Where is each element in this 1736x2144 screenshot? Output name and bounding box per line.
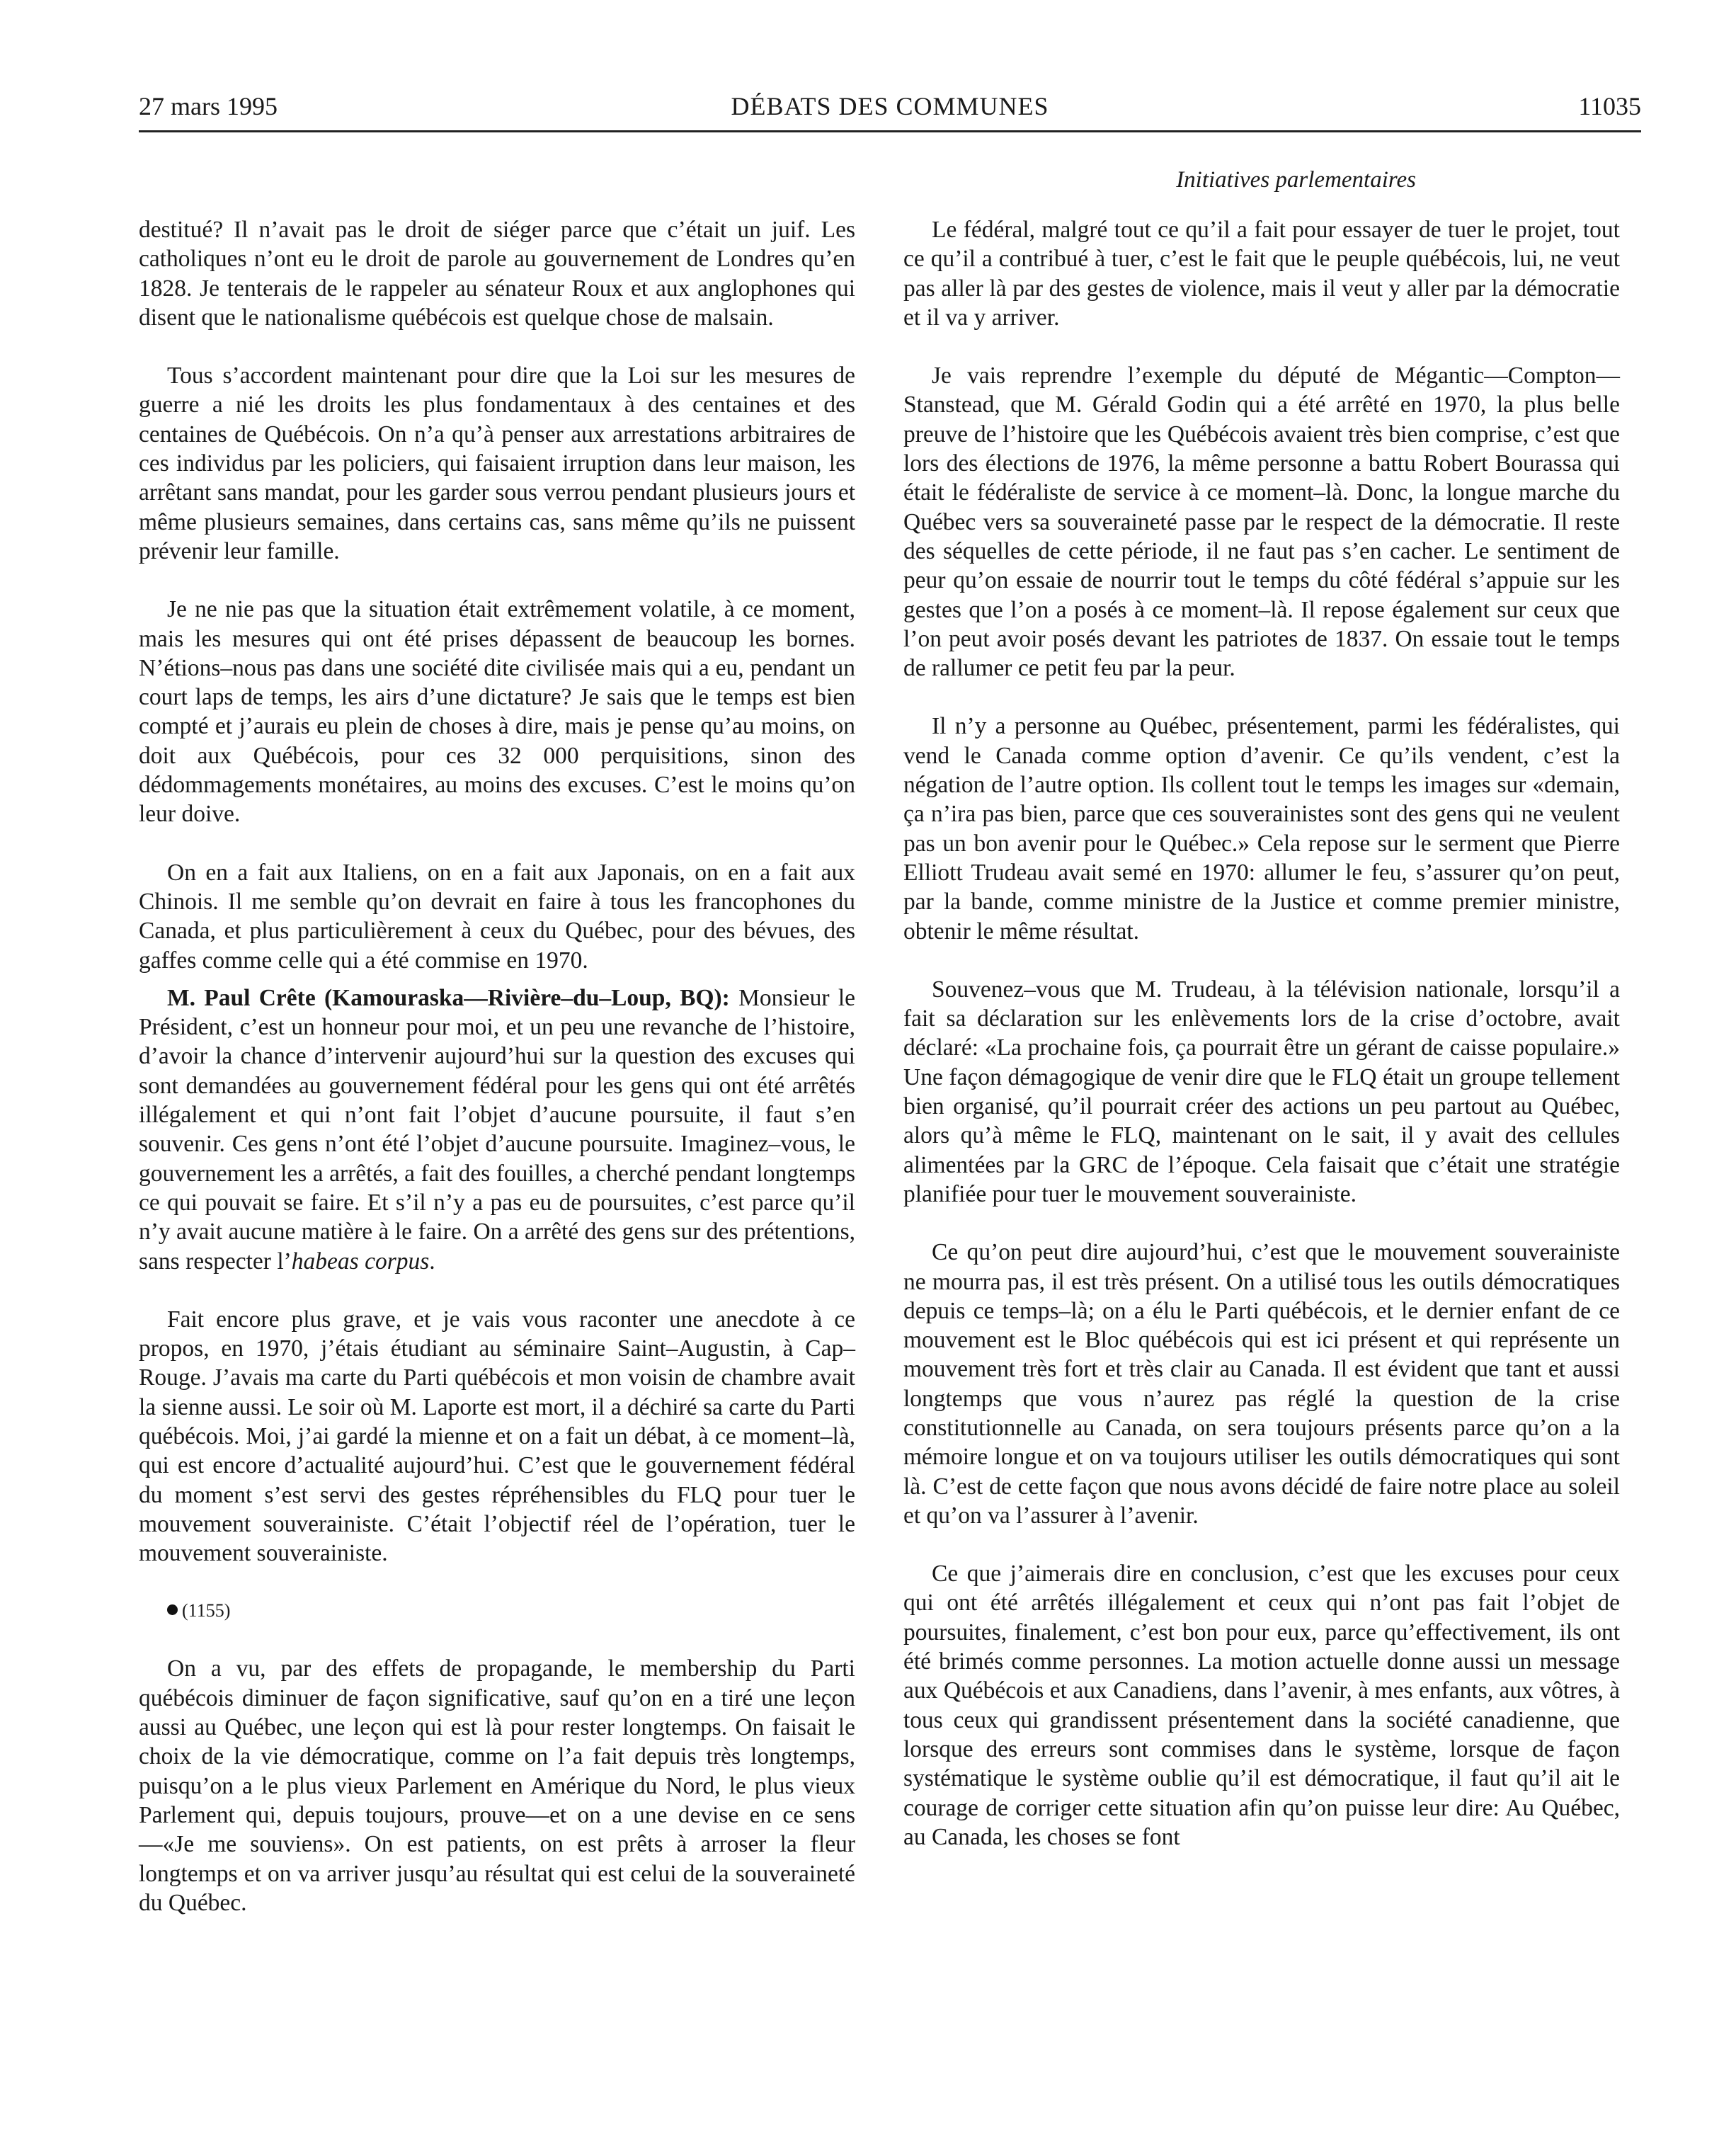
publication-title: DÉBATS DES COMMUNES — [731, 92, 1049, 120]
paragraph: On en a fait aux Italiens, on en a fait aux Japonais, on en a fait aux Chinois. Il me semble qu’on devrait en faire à tous les francophones du Canada, et plus particulièrement à ceux du Québec, pour des bévues, des gaffes comme celle qui a été commise en 1970. — [139, 859, 855, 974]
right-column — [903, 215, 1620, 1881]
running-head — [139, 85, 1641, 127]
timestamp — [139, 1597, 855, 1625]
paragraph: Il n’y a personne au Québec, présentement, parmi les fédéralistes, qui vend le Canada comme option d’avenir. Ce qu’ils vendent, c’est la négation de l’autre option. Ils collent tout le temps les images sur «demain, ça n’ira pas bien, parce que ces souverainistes sont des gens qui ne veulent pas un bon avenir pour le Québec.» Cela repose sur le serment que Pierre Elliott Trudeau avait semé en 1970: allumer le feu, s’assurer qu’on peut, par la bande, comme ministre de la Justice et comme premier ministre, obtenir le même résultat. — [903, 713, 1620, 945]
paragraph: Ce que j’aimerais dire en conclusion, c’est que les excuses pour ceux qui ont été arrêtés illégalement et ceux qui n’ont pas fait l’objet de poursuites, finalement, c’est bon pour eux, parce qu’effectivement, ils ont été brimés comme personnes. La motion actuelle donne aussi un message aux Québécois et aux Canadiens, dans l’avenir, à mes enfants, aux vôtres, à tous ceux qui grandissent présentement dans la société canadienne, que lorsque des erreurs sont commises dans le système, lorsque de façon systématique le système oublie qu’il est démocratique, il faut qu’il ait le courage de corriger cette situation afin qu’on puisse leur dire: Au Québec, au Canada, les choses se font — [903, 1561, 1620, 1850]
paragraph: On a vu, par des effets de propagande, le membership du Parti québécois diminuer de façon significative, sauf qu’on en a tiré une leçon aussi au Québec, une leçon qui est là pour rester longtemps. On faisait le choix de la vie démocratique, comme on l’a fait depuis très longtemps, puisqu’on a le plus vieux Parlement en Amérique du Nord, le plus vieux Parlement qui, depuis toujours, prouve—et on a une devise en ce sens—«Je me souviens». On est patients, on est prêts à arroser la fleur longtemps et on va arriver jusqu’au résultat qui est celui de la souveraineté du Québec. — [139, 1655, 855, 1916]
page-number: 11035 — [1578, 92, 1641, 120]
latin-term: habeas corpus — [291, 1248, 430, 1275]
speech-paragraph — [139, 983, 855, 1276]
page-date: 27 mars 1995 — [139, 92, 278, 120]
paragraph: Fait encore plus grave, et je vais vous raconter une anecdote à ce propos, en 1970, j’étais étudiant au séminaire Saint–Augustin, à Cap–Rouge. J’avais ma carte du Parti québécois et mon voisin de chambre avait la sienne aussi. Le soir où M. Laporte est mort, il a déchiré sa carte du Parti québécois. Moi, j’ai gardé la mienne et on a fait un débat, à ce moment–là, qui est encore d’actualité aujourd’hui. C’est que le gouvernement fédéral du moment s’est servi des gestes répréhensibles du FLQ pour tuer le mouvement souverainiste. C’était l’objectif réel de l’opération, tuer le mouvement souverainiste. — [139, 1306, 855, 1567]
section-label: Initiatives parlementaires — [1176, 167, 1416, 193]
header-rule — [139, 130, 1641, 132]
paragraph: Le fédéral, malgré tout ce qu’il a fait pour essayer de tuer le projet, tout ce qu’il a contribué à tuer, c’est le fait que le peuple québécois, lui, ne veut pas aller là par des gestes de violence, mais il veut y aller par la démocratie et il va y arriver. — [903, 217, 1620, 331]
bullet-icon — [167, 1604, 178, 1615]
speaker-name: M. Paul Crête (Kamouraska—Rivière–du–Loup, BQ): — [167, 984, 730, 1011]
paragraph: Ce qu’on peut dire aujourd’hui, c’est que le mouvement souverainiste ne mourra pas, il est très présent. On a utilisé tous les outils démocratiques depuis ce temps–là; on a élu le Parti québécois, et le dernier enfant de ce mouvement est le Bloc québécois qui est ici présent et qui représente un mouvement très fort et très clair au Canada. Il est évident que tant et aussi longtemps que vous n’aurez pas réglé la question de la crise constitutionnelle au Canada, on sera toujours présents parce qu’on a la mémoire longue et on va toujours utiliser les outils démocratiques qui sont là. C’est de cette façon que nous avons décidé de faire notre place au soleil et qu’on va l’assurer à l’avenir. — [903, 1239, 1620, 1529]
paragraph: Je vais reprendre l’exemple du député de Mégantic—Compton—Stanstead, que M. Gérald Godin qui a été arrêté en 1970, la plus belle preuve de l’histoire que les Québécois avaient très bien comprise, c’est que lors des élections de 1976, la même personne a battu Robert Bourassa qui était le fédéraliste de service à ce moment–là. Donc, la longue marche du Québec vers sa souveraineté passe par le respect de la démocratie. Il reste des séquelles de cette période, il ne faut pas s’en cacher. Le sentiment de peur qu’on essaie de nourrir tout le temps du côté fédéral s’appuie sur les gestes que l’on a posés à ce moment–là. Il repose également sur ceux que l’on peut avoir posés devant les patriotes de 1837. On essaie tout le temps de rallumer ce petit feu par la peur. — [903, 363, 1620, 682]
paragraph: Souvenez–vous que M. Trudeau, à la télévision nationale, lorsqu’il a fait sa déclaration sur les enlèvements lors de la crise d’octobre, avait déclaré: «La prochaine fois, ça pourrait être un gérant de caisse populaire.» Une façon démagogique de venir dire que le FLQ était un groupe tellement bien organisé, qu’il pourrait créer des actions un peu partout au Québec, alors qu’à même le FLQ, maintenant on le sait, il y avait des cellules alimentées par la GRC de l’époque. Cela faisait que c’était une stratégie planifiée pour tuer le mouvement souverainiste. — [903, 976, 1620, 1207]
paragraph: Tous s’accordent maintenant pour dire que la Loi sur les mesures de guerre a nié les droits les plus fondamentaux à des centaines et des centaines de Québécois. On n’a qu’à penser aux arrestations arbitraires de ces individus par les policiers, qui faisaient irruption dans leur maison, les arrêtant sans mandat, pour les garder sous verrou pendant plusieurs jours et même plusieurs semaines, dans certains cas, sans même qu’ils ne puissent prévenir leur famille. — [139, 363, 855, 564]
timestamp-text: (1155) — [182, 1600, 231, 1621]
paragraph: Je ne nie pas que la situation était extrêmement volatile, à ce moment, mais les mesures qui ont été prises dépassent de beaucoup les bornes. N’étions–nous pas dans une société dite civilisée mais qui a eu, pendant un court laps de temps, les airs d’une dictature? Je sais que le temps est bien compté et j’aurais eu plein de choses à dire, mais je pense qu’au moins, on doit aux Québécois, pour ces 32 000 perquisitions, sinon des dédommagements monétaires, au moins des excuses. C’est le moins qu’on leur doive. — [139, 596, 855, 828]
paragraph: destitué? Il n’avait pas le droit de siéger parce que c’était un juif. Les catholiques n’ont eu le droit de parole au gouvernement de Londres qu’en 1828. Je tenterais de le rappeler au sénateur Roux et aux anglophones qui disent que le nationalisme québécois est quelque chose de malsain. — [139, 217, 855, 331]
speech-text: Monsieur le Président, c’est un honneur pour moi, et un peu une revanche de l’histoire, d’avoir la chance d’intervenir aujourd’hui sur la question des excuses qui sont demandées au gouvernement fédéral pour les gens qui ont été arrêtés illégalement et qui n’ont fait l’objet d’aucune poursuite, il faut s’en souvenir. Ces gens n’ont été l’objet d’aucune poursuite. Imaginez–vous, le gouvernement les a arrêtés, a fait des fouilles, a cherché pendant longtemps ce qui pouvait se faire. Et s’il n’y a pas eu de poursuites, c’est parce qu’il n’y avait aucune matière à le faire. On a arrêté des gens sur des prétentions, sans respecter l’ — [139, 984, 856, 1275]
speech-end: . — [429, 1248, 435, 1275]
left-column — [139, 215, 855, 1946]
